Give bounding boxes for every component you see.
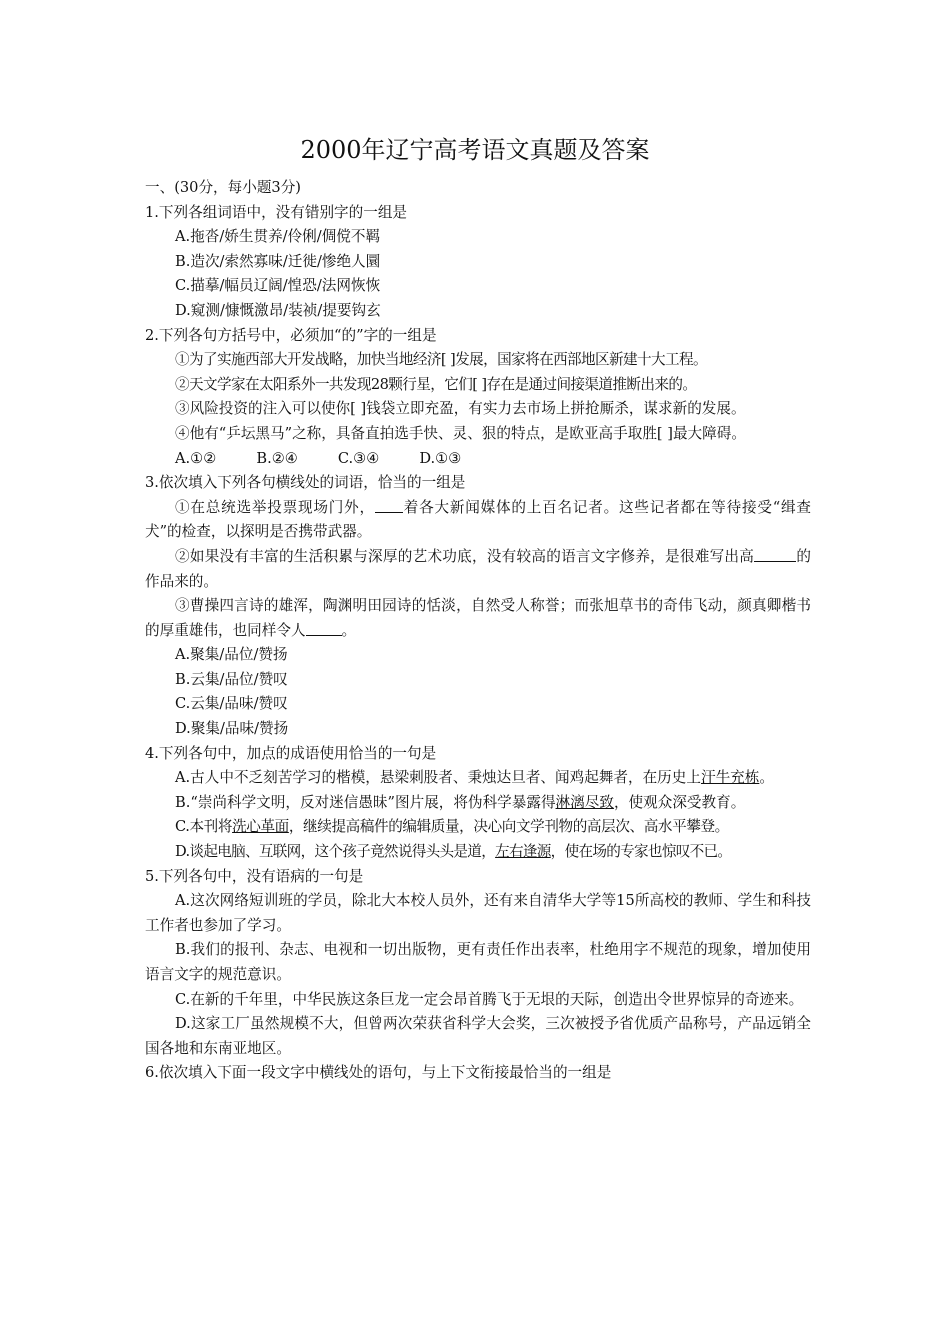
question-5-option-c: C.在新的千年里，中华民族这条巨龙一定会昂首腾飞于无垠的天际，创造出令世界惊异的奇迹来。	[175, 990, 804, 1008]
question-3-sentence-1	[145, 496, 811, 545]
question-3-sentence-2	[145, 545, 811, 594]
question-3-option-b: B.云集/品位/赞叹	[175, 670, 288, 688]
question-2-sentence-2: ②天文学家在太阳系外一共发现28颗行星，它们[ ]存在是通过间接渠道推断出来的。	[175, 375, 697, 393]
question-4-option-c-idiom: 洗心革面	[232, 818, 289, 836]
document-body	[145, 176, 811, 1086]
question-4-option-d	[145, 840, 811, 865]
question-4-stem: 4.下列各句中，加点的成语使用恰当的一句是	[145, 744, 437, 762]
question-4-option-b-text: B.“崇尚科学文明，反对迷信愚昧”图片展，将伪科学暴露得	[175, 793, 556, 811]
question-2-sentence-3: ③风险投资的注入可以使你[ ]钱袋立即充盈，有实力去市场上拼抢厮杀，谋求新的发展。	[175, 400, 746, 418]
question-3-sentence-3-part-a: ③曹操四言诗的雄浑，陶渊明田园诗的恬淡，自然受人称誉；而张旭草书的奇伟飞动，颜真卿楷书的厚重雄伟，也同样令人	[145, 597, 811, 639]
question-2-sentence-1: ①为了实施西部大开发战略，加快当地经济[ ]发展，国家将在西部地区新建十大工程。	[175, 351, 707, 369]
question-3-stem: 3.依次填入下列各句横线处的词语，恰当的一组是	[145, 474, 466, 492]
question-3-blank-2	[754, 547, 796, 562]
question-2-sentence-4: ④他有“乒坛黑马”之称，具备直拍选手快、灵、狠的特点，是欧亚高手取胜[ ]最大障碍。	[175, 424, 746, 442]
question-5-option-b: B.我们的报刊、杂志、电视和一切出版物，更有责任作出表率，杜绝用字不规范的现象，增加使用语言文字的规范意识。	[145, 941, 811, 983]
question-3-blank-3	[306, 621, 342, 636]
question-3-sentence-2-part-a: ②如果没有丰富的生活积累与深厚的艺术功底，没有较高的语言文字修养，是很难写出高	[175, 547, 755, 565]
question-5-stem: 5.下列各句中，没有语病的一句是	[145, 867, 364, 885]
question-4-option-d-text: D.谈起电脑、互联网，这个孩子竟然说得头头是道，	[175, 843, 496, 861]
question-3-option-a: A.聚集/品位/赞扬	[175, 646, 288, 664]
question-3-option-c: C.云集/品味/赞叹	[175, 695, 288, 713]
question-3-sentence-1-part-b: 着各大新闻媒体的上百名记者。这些记者都在等待接受“缉查犬”的检查，以探明是否携带武器。	[145, 498, 811, 541]
question-2-choice-a: A.①②	[175, 449, 217, 467]
question-3-sentence-3-part-b: 。	[341, 621, 357, 639]
question-4-option-a	[145, 766, 811, 791]
question-4-option-a-end: 。	[759, 769, 774, 787]
question-3-option-d: D.聚集/品味/赞扬	[175, 720, 289, 738]
question-4-option-b-end: ，使观众深受教育。	[613, 793, 746, 811]
question-4-option-d-end: ，使在场的专家也惊叹不已。	[550, 843, 732, 861]
question-4-option-b-idiom: 淋漓尽致	[555, 793, 614, 811]
question-5-option-a: A.这次网络短训班的学员，除北大本校人员外，还有来自清华大学等15所高校的教师、学生和科技工作者也参加了学习。	[145, 892, 811, 934]
question-5-option-d: D.这家工厂虽然规模不大，但曾两次荣获省科学大会奖，三次被授予省优质产品称号，产品远销全国各地和东南亚地区。	[145, 1015, 811, 1057]
question-4-option-c-end: ，继续提高稿件的编辑质量，决心向文学刊物的高层次、高水平攀登。	[288, 818, 729, 836]
question-1-option-d: D.窥测/慷慨激昂/装祯/提要钩玄	[175, 301, 381, 319]
question-4-option-c	[145, 815, 811, 840]
question-6-stem: 6.依次填入下面一段文字中横线处的语句，与上下文衔接最恰当的一组是	[145, 1064, 612, 1082]
question-2-choice-c: C.③④	[337, 449, 380, 467]
question-4-option-a-text: A.古人中不乏刻苦学习的楷模，悬梁刺股者、秉烛达旦者、闻鸡起舞者，在历史上	[175, 769, 701, 787]
question-1-option-c: C.描摹/幅员辽阔/惶恐/法网恢恢	[175, 277, 381, 295]
section-heading: 一、(30分，每小题3分)	[145, 179, 301, 196]
question-2-stem: 2.下列各句方括号中，必须加“的”字的一组是	[145, 326, 437, 344]
question-2-choice-d: D.①③	[419, 449, 462, 467]
document-title: 2000年辽宁高考语文真题及答案	[300, 136, 650, 164]
question-1-option-a: A.拖沓/娇生贯养/伶俐/倜傥不羁	[175, 228, 381, 246]
question-2-choices	[145, 447, 811, 472]
question-4-option-b	[145, 791, 811, 816]
question-4-option-a-idiom: 汗牛充栋	[700, 769, 760, 787]
question-1-stem: 1.下列各组词语中，没有错别字的一组是	[145, 203, 408, 221]
question-4-option-d-idiom: 左右逢源	[495, 843, 551, 861]
question-3-sentence-2-part-b: 的作品来的。	[145, 547, 811, 590]
question-4-option-c-text: C.本刊将	[175, 818, 233, 836]
question-1-option-b: B.造次/索然寡味/迁徙/惨绝人圜	[175, 252, 381, 270]
question-3-sentence-1-part-a: ①在总统选举投票现场门外，	[175, 498, 375, 516]
question-3-sentence-3	[145, 594, 811, 643]
question-3-blank-1	[375, 498, 403, 513]
question-2-choice-b: B.②④	[256, 449, 298, 467]
